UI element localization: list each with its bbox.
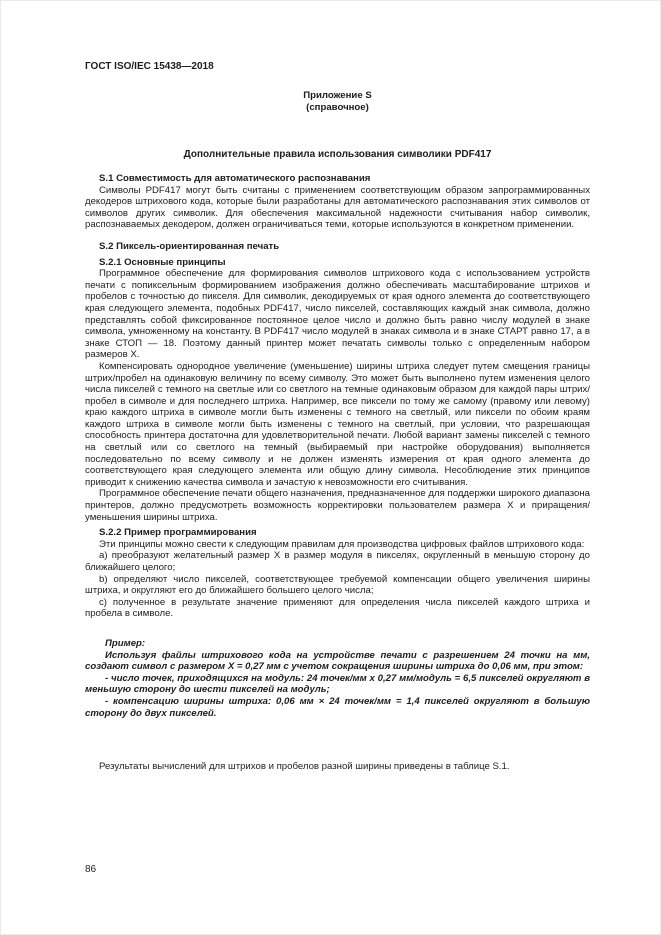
list-item-a: a) преобразуют желательный размер X в размер модуля в пикселях, округленный в меньшую сторону до ближайшего целого; <box>85 550 590 573</box>
example-label: Пример: <box>105 637 146 649</box>
standard-number: ГОСТ ISO/IEC 15438—2018 <box>85 61 214 72</box>
section-s2-heading: S.2 Пиксель-ориентированная печать <box>99 240 280 252</box>
list-item-b: b) определяют число пикселей, соответствующее требуемой компенсации общего увеличения ширины штриха, и округляют его до ближайшего большего целого числа; <box>85 573 590 597</box>
section-s21-paragraph-1: Программное обеспечение для формирования символов штрихового кода с использованием устройств печати с попиксельным формированием изображения должно обеспечивать масштабирование штрихов и пробелов с точностью до пикселя. Для символик, декодируемых от края одного элемента до соответствующего края следующего элемента, подобных PDF417, число пикселей, составляющих каждый знак символа, должно представлять собой фиксированное постоянное целое число и должно быть равно числу модулей в знаке символа, умноженному на константу. В PDF417 число модулей в знаках символа и в знаке СТАРТ равно 17, а в знаке СТОП — 18. Поэтому данный принтер может печатать символы только с определенным набором размеров X. <box>85 268 590 361</box>
section-s21-heading: S.2.1 Основные принципы <box>99 256 226 268</box>
section-s1-paragraph: Символы PDF417 могут быть считаны с применением соответствующим образом запрограммированных декодеров штрихового кода, которые были разработаны для автоматического распознавания этих символов от символов других символик. Для обеспечения максимальной надежности считывания набор символик, распознаваемых декодером, должен ограничиваться теми, которые используются в конкретном применении. <box>85 184 590 231</box>
annex-kind: (справочное) <box>306 101 369 113</box>
document-title: Дополнительные правила использования символики PDF417 <box>183 149 492 160</box>
section-s1-heading: S.1 Совместимость для автоматического распознавания <box>99 173 371 184</box>
section-s21-paragraph-2: Компенсировать однородное увеличение (уменьшение) ширины штриха следует путем смещения границы штрих/пробел на одинаковую величину по всему символу. Это может быть выполнено путем изменения целого числа пикселей с темного на светлые или со светлого на темные одинаковым образом для каждой пары штрих/пробел в символе и для последнего штриха. Например, все пиксели по тому же самому (правому или левому) краю каждого штриха в символе могли быть изменены с темного на светлый, или пиксели по обоим краям каждого штриха в символе могли быть изменены с темного на светлый, при условии, что разрешающая способность принтера достаточна для удовлетворительной печати. Любой вариант замены пикселей с темного на светлый или со светлого на темный (выбираемый при настройке оборудования) выполняется последовательно по всему символу и не должен изменять измерения от края одного элемента до соответствующего края следующего элемента или общую длину символа. Несоблюдение этих принципов приводит к снижению качества символа и зачастую к невозможности его считывания. <box>85 360 590 488</box>
closing-paragraph: Результаты вычислений для штрихов и пробелов разной ширины приведены в таблице S.1. <box>99 761 510 773</box>
list-item-c: c) полученное в результате значение применяют для определения числа пикселей каждого штриха и пробела в символе. <box>85 596 590 620</box>
example-paragraph: Используя файлы штрихового кода на устройстве печати с разрешением 24 точки на мм, создают символ с размером X = 0,27 мм с учетом сокращения ширины штриха до 0,06 мм, при этом: <box>85 649 590 673</box>
annex-label: Приложение S <box>303 90 372 101</box>
example-block <box>85 638 590 719</box>
section-s22-intro: Эти принципы можно свести к следующим правилам для производства цифровых файлов штрихового кода: <box>99 538 585 550</box>
page-number: 86 <box>85 864 97 875</box>
example-item-2: - компенсацию ширины штриха: 0,06 мм × 24 точек/мм = 1,4 пикселей округляют в большую сторону до двух пикселей. <box>85 695 590 719</box>
example-item-1: - число точек, приходящихся на модуль: 24 точек/мм х 0,27 мм/модуль = 6,5 пикселей округляют в меньшую сторону до шести пикселей на модуль; <box>85 672 590 696</box>
section-s21-paragraph-3: Программное обеспечение печати общего назначения, предназначенное для поддержки широкого диапазона принтеров, должно предусмотреть возможность корректировки пользователем размера X и приращения/уменьшения ширины штриха. <box>85 488 590 523</box>
section-s22-heading: S.2.2 Пример программирования <box>99 527 257 539</box>
